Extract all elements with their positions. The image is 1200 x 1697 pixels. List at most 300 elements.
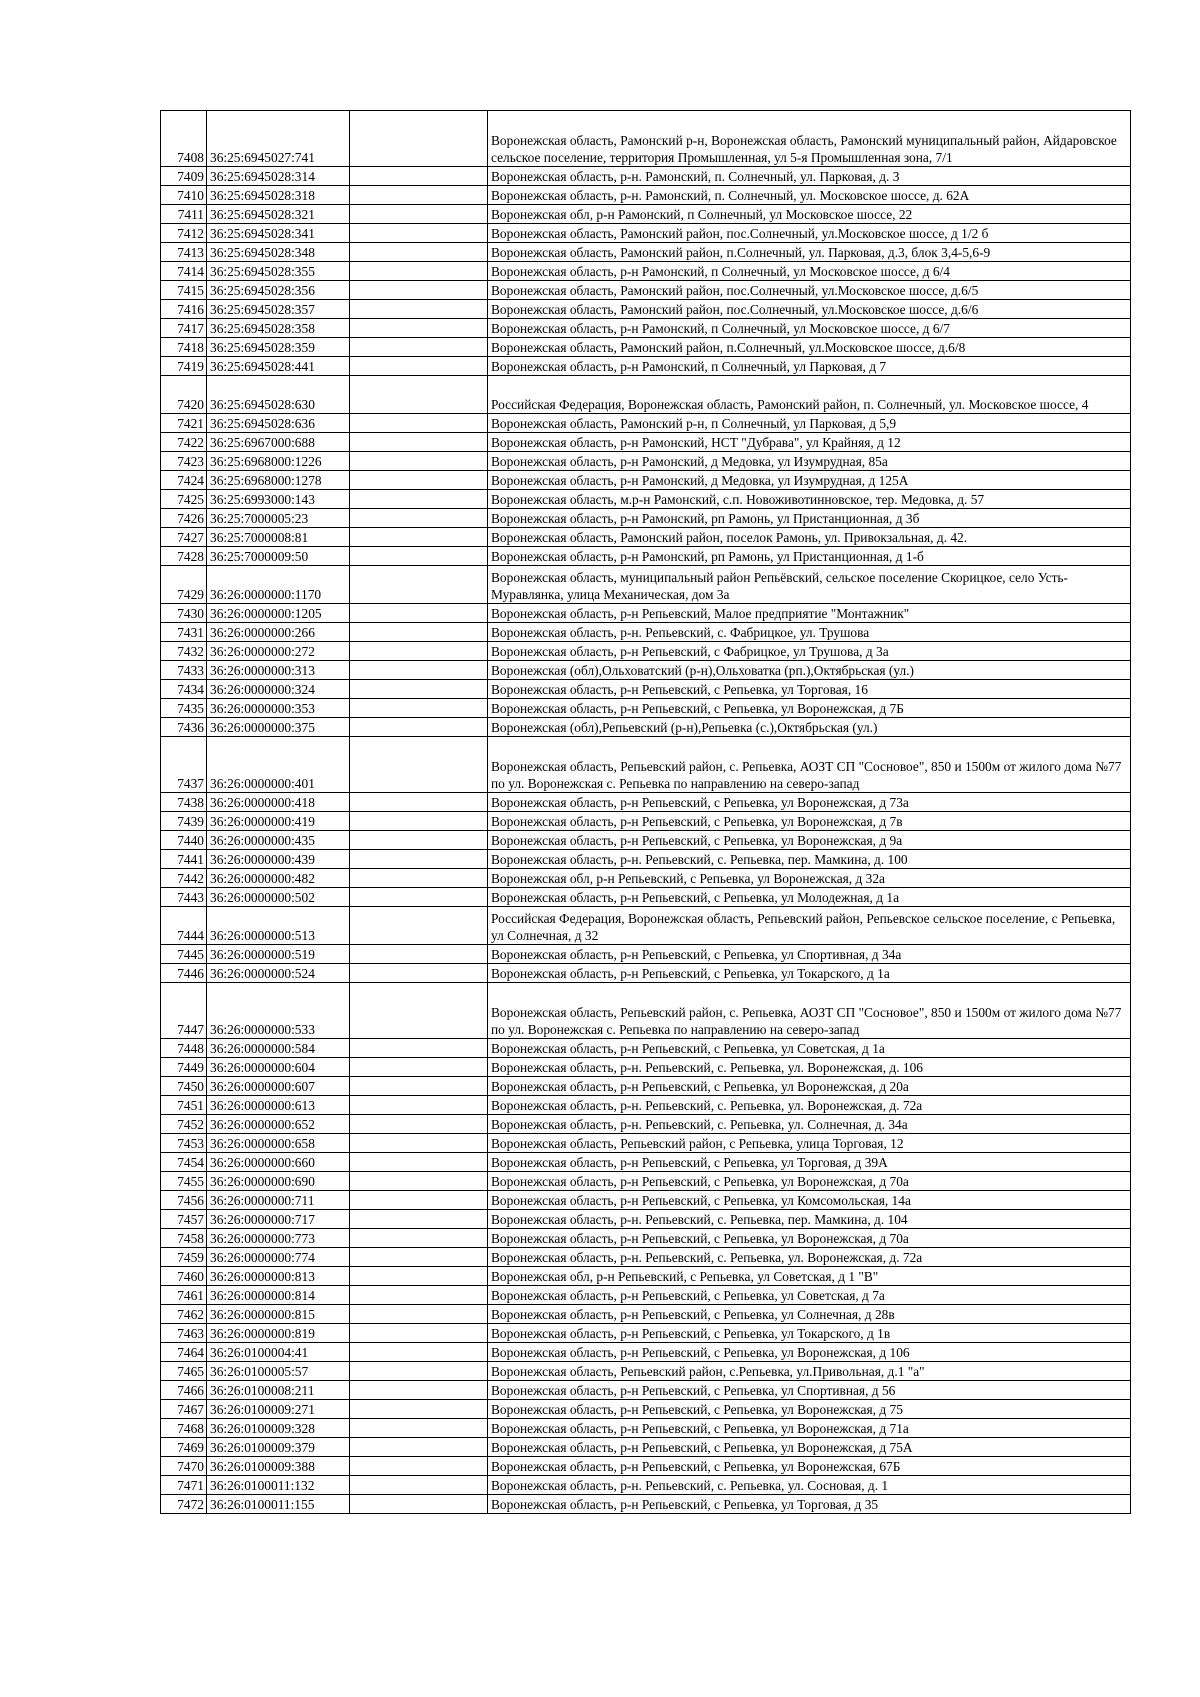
cadastral-number: 36:25:6968000:1226 bbox=[207, 452, 350, 471]
cadastral-number: 36:26:0000000:519 bbox=[207, 945, 350, 964]
empty-cell bbox=[350, 452, 488, 471]
empty-cell bbox=[350, 1476, 488, 1495]
empty-cell bbox=[350, 1438, 488, 1457]
cadastral-number: 36:26:0000000:482 bbox=[207, 869, 350, 888]
cadastral-number: 36:26:0100004:41 bbox=[207, 1343, 350, 1362]
cadastral-number: 36:25:6945028:359 bbox=[207, 338, 350, 357]
empty-cell bbox=[350, 1286, 488, 1305]
address: Воронежская область, р-н. Репьевский, с. Репьевка, пер. Мамкина, д. 100 bbox=[488, 850, 1131, 869]
empty-cell bbox=[350, 262, 488, 281]
address: Воронежская область, Репьевский район, с. Репьевка, АОЗТ СП "Сосновое", 850 и 1500м от жилого дома №77 по ул. Воронежская с. Репьевка по направлению на северо-запад bbox=[488, 983, 1131, 1039]
row-number: 7434 bbox=[161, 680, 207, 699]
table-row bbox=[161, 433, 1131, 452]
table-row bbox=[161, 1058, 1131, 1077]
row-number: 7426 bbox=[161, 509, 207, 528]
table-row bbox=[161, 111, 1131, 167]
empty-cell bbox=[350, 869, 488, 888]
row-number: 7425 bbox=[161, 490, 207, 509]
table-row bbox=[161, 1115, 1131, 1134]
address: Воронежская область, Репьевский район, с. Репьевка, АОЗТ СП "Сосновое", 850 и 1500м от жилого дома №77 по ул. Воронежская с. Репьевка по направлению на северо-запад bbox=[488, 737, 1131, 793]
row-number: 7470 bbox=[161, 1457, 207, 1476]
cadastral-number: 36:26:0000000:502 bbox=[207, 888, 350, 907]
empty-cell bbox=[350, 243, 488, 262]
row-number: 7464 bbox=[161, 1343, 207, 1362]
row-number: 7460 bbox=[161, 1267, 207, 1286]
cadastral-number: 36:26:0100009:379 bbox=[207, 1438, 350, 1457]
empty-cell bbox=[350, 224, 488, 243]
table-row bbox=[161, 1419, 1131, 1438]
table-row bbox=[161, 1438, 1131, 1457]
table-row bbox=[161, 983, 1131, 1039]
row-number: 7462 bbox=[161, 1305, 207, 1324]
address: Воронежская (обл),Ольховатский (р-н),Ольховатка (рп.),Октябрьская (ул.) bbox=[488, 661, 1131, 680]
cadastral-number: 36:26:0000000:533 bbox=[207, 983, 350, 1039]
cadastral-number: 36:26:0000000:711 bbox=[207, 1191, 350, 1210]
table-row bbox=[161, 793, 1131, 812]
table-row bbox=[161, 1457, 1131, 1476]
table-row bbox=[161, 319, 1131, 338]
address: Воронежская область, р-н Репьевский, с Репьевка, ул Советская, д 7а bbox=[488, 1286, 1131, 1305]
address: Воронежская область, р-н Репьевский, с Репьевка, ул Воронежская, д 9а bbox=[488, 831, 1131, 850]
row-number: 7472 bbox=[161, 1495, 207, 1514]
row-number: 7433 bbox=[161, 661, 207, 680]
cadastral-number: 36:26:0000000:418 bbox=[207, 793, 350, 812]
cadastral-number: 36:26:0000000:819 bbox=[207, 1324, 350, 1343]
table-row bbox=[161, 699, 1131, 718]
address: Воронежская область, р-н Рамонский, рп Рамонь, ул Пристанционная, д 1-б bbox=[488, 547, 1131, 566]
row-number: 7438 bbox=[161, 793, 207, 812]
empty-cell bbox=[350, 376, 488, 414]
empty-cell bbox=[350, 528, 488, 547]
empty-cell bbox=[350, 945, 488, 964]
empty-cell bbox=[350, 547, 488, 566]
cadastral-number: 36:26:0000000:658 bbox=[207, 1134, 350, 1153]
cadastral-number: 36:26:0000000:613 bbox=[207, 1096, 350, 1115]
cadastral-number: 36:26:0100005:57 bbox=[207, 1362, 350, 1381]
table-row bbox=[161, 869, 1131, 888]
address: Воронежская область, Рамонский район, пос.Солнечный, ул.Московское шоссе, д.6/6 bbox=[488, 300, 1131, 319]
empty-cell bbox=[350, 1457, 488, 1476]
address: Воронежская область, р-н Репьевский, с Репьевка, ул Воронежская, д 7Б bbox=[488, 699, 1131, 718]
table-row bbox=[161, 224, 1131, 243]
cadastral-number: 36:26:0100011:155 bbox=[207, 1495, 350, 1514]
cadastral-number: 36:26:0000000:815 bbox=[207, 1305, 350, 1324]
empty-cell bbox=[350, 699, 488, 718]
cadastral-number: 36:26:0000000:524 bbox=[207, 964, 350, 983]
row-number: 7416 bbox=[161, 300, 207, 319]
row-number: 7431 bbox=[161, 623, 207, 642]
empty-cell bbox=[350, 509, 488, 528]
row-number: 7446 bbox=[161, 964, 207, 983]
cadastral-number: 36:25:6945028:314 bbox=[207, 167, 350, 186]
empty-cell bbox=[350, 604, 488, 623]
address: Воронежская область, р-н Репьевский, с Репьевка, ул Торговая, д 35 bbox=[488, 1495, 1131, 1514]
address: Воронежская область, Рамонский район, пос.Солнечный, ул.Московское шоссе, д 1/2 б bbox=[488, 224, 1131, 243]
table-row bbox=[161, 300, 1131, 319]
row-number: 7420 bbox=[161, 376, 207, 414]
empty-cell bbox=[350, 186, 488, 205]
table-row bbox=[161, 888, 1131, 907]
table-row bbox=[161, 243, 1131, 262]
table-row bbox=[161, 642, 1131, 661]
row-number: 7468 bbox=[161, 1419, 207, 1438]
cadastral-number: 36:26:0000000:313 bbox=[207, 661, 350, 680]
table-row bbox=[161, 357, 1131, 376]
row-number: 7471 bbox=[161, 1476, 207, 1495]
address: Воронежская область, р-н Рамонский, НСТ "Дубрава", ул Крайняя, д 12 bbox=[488, 433, 1131, 452]
address: Воронежская область, р-н Репьевский, с Фабрицкое, ул Трушова, д 3а bbox=[488, 642, 1131, 661]
row-number: 7421 bbox=[161, 414, 207, 433]
table-row bbox=[161, 680, 1131, 699]
empty-cell bbox=[350, 1381, 488, 1400]
cadastral-number: 36:25:6945028:630 bbox=[207, 376, 350, 414]
address: Воронежская область, р-н Репьевский, с Репьевка, ул Воронежская, д 70а bbox=[488, 1172, 1131, 1191]
address: Воронежская обл, р-н Рамонский, п Солнечный, ул Московское шоссе, 22 bbox=[488, 205, 1131, 224]
table-row bbox=[161, 262, 1131, 281]
empty-cell bbox=[350, 1305, 488, 1324]
address: Воронежская область, р-н Рамонский, рп Рамонь, ул Пристанционная, д 3б bbox=[488, 509, 1131, 528]
cadastral-number: 36:25:7000008:81 bbox=[207, 528, 350, 547]
address: Воронежская область, р-н. Репьевский, с. Репьевка, ул. Сосновая, д. 1 bbox=[488, 1476, 1131, 1495]
empty-cell bbox=[350, 1096, 488, 1115]
cadastral-number: 36:25:6945028:355 bbox=[207, 262, 350, 281]
cadastral-number: 36:25:6968000:1278 bbox=[207, 471, 350, 490]
cadastral-number: 36:26:0100009:271 bbox=[207, 1400, 350, 1419]
address: Воронежская область, р-н Репьевский, с Репьевка, ул Воронежская, д 73а bbox=[488, 793, 1131, 812]
address: Воронежская область, р-н. Репьевский, с. Фабрицкое, ул. Трушова bbox=[488, 623, 1131, 642]
address: Воронежская область, р-н Рамонский, д Медовка, ул Изумрудная, 85а bbox=[488, 452, 1131, 471]
empty-cell bbox=[350, 680, 488, 699]
cadastral-number: 36:25:6945027:741 bbox=[207, 111, 350, 167]
cadastral-number: 36:25:6945028:636 bbox=[207, 414, 350, 433]
empty-cell bbox=[350, 1191, 488, 1210]
table-row bbox=[161, 1134, 1131, 1153]
address: Воронежская область, р-н Репьевский, с Репьевка, ул Комсомольская, 14а bbox=[488, 1191, 1131, 1210]
row-number: 7427 bbox=[161, 528, 207, 547]
address: Воронежская область, р-н Репьевский, с Репьевка, ул Воронежская, д 7в bbox=[488, 812, 1131, 831]
address: Воронежская (обл),Репьевский (р-н),Репьевка (с.),Октябрьская (ул.) bbox=[488, 718, 1131, 737]
empty-cell bbox=[350, 1419, 488, 1438]
table-row bbox=[161, 1039, 1131, 1058]
table-row bbox=[161, 1400, 1131, 1419]
cadastral-number: 36:26:0000000:584 bbox=[207, 1039, 350, 1058]
empty-cell bbox=[350, 1324, 488, 1343]
cadastral-number: 36:26:0100009:388 bbox=[207, 1457, 350, 1476]
address: Воронежская область, р-н Репьевский, с Репьевка, ул Воронежская, 67Б bbox=[488, 1457, 1131, 1476]
empty-cell bbox=[350, 623, 488, 642]
table-row bbox=[161, 1476, 1131, 1495]
row-number: 7442 bbox=[161, 869, 207, 888]
cadastral-number: 36:26:0000000:1205 bbox=[207, 604, 350, 623]
address: Воронежская область, р-н Рамонский, д Медовка, ул Изумрудная, д 125А bbox=[488, 471, 1131, 490]
empty-cell bbox=[350, 471, 488, 490]
row-number: 7423 bbox=[161, 452, 207, 471]
row-number: 7452 bbox=[161, 1115, 207, 1134]
row-number: 7469 bbox=[161, 1438, 207, 1457]
empty-cell bbox=[350, 812, 488, 831]
empty-cell bbox=[350, 831, 488, 850]
address: Воронежская область, р-н Репьевский, с Репьевка, ул Воронежская, д 70а bbox=[488, 1229, 1131, 1248]
row-number: 7465 bbox=[161, 1362, 207, 1381]
row-number: 7415 bbox=[161, 281, 207, 300]
table-row bbox=[161, 1229, 1131, 1248]
row-number: 7424 bbox=[161, 471, 207, 490]
address: Воронежская обл, р-н Репьевский, с Репьевка, ул Советская, д 1 "В" bbox=[488, 1267, 1131, 1286]
row-number: 7411 bbox=[161, 205, 207, 224]
cadastral-number: 36:25:6945028:357 bbox=[207, 300, 350, 319]
cadastral-number: 36:26:0100008:211 bbox=[207, 1381, 350, 1400]
table-row bbox=[161, 1172, 1131, 1191]
table-row bbox=[161, 414, 1131, 433]
table-body bbox=[161, 111, 1131, 1514]
table-row bbox=[161, 452, 1131, 471]
row-number: 7410 bbox=[161, 186, 207, 205]
row-number: 7448 bbox=[161, 1039, 207, 1058]
row-number: 7441 bbox=[161, 850, 207, 869]
cadastral-number: 36:25:6993000:143 bbox=[207, 490, 350, 509]
empty-cell bbox=[350, 964, 488, 983]
empty-cell bbox=[350, 1343, 488, 1362]
row-number: 7437 bbox=[161, 737, 207, 793]
address: Воронежская область, Репьевский район, с.Репьевка, ул.Привольная, д.1 "а" bbox=[488, 1362, 1131, 1381]
cadastral-number: 36:26:0000000:813 bbox=[207, 1267, 350, 1286]
empty-cell bbox=[350, 1172, 488, 1191]
table-row bbox=[161, 566, 1131, 604]
table-row bbox=[161, 1324, 1131, 1343]
table-row bbox=[161, 737, 1131, 793]
row-number: 7459 bbox=[161, 1248, 207, 1267]
empty-cell bbox=[350, 718, 488, 737]
empty-cell bbox=[350, 1058, 488, 1077]
empty-cell bbox=[350, 1495, 488, 1514]
cadastral-number: 36:26:0000000:401 bbox=[207, 737, 350, 793]
address: Воронежская область, р-н Репьевский, с Репьевка, ул Торговая, 16 bbox=[488, 680, 1131, 699]
address: Воронежская область, р-н Рамонский, п Солнечный, ул Московское шоссе, д 6/7 bbox=[488, 319, 1131, 338]
table-row bbox=[161, 945, 1131, 964]
row-number: 7455 bbox=[161, 1172, 207, 1191]
address: Воронежская область, р-н. Рамонский, п. Солнечный, ул. Парковая, д. 3 bbox=[488, 167, 1131, 186]
table-row bbox=[161, 964, 1131, 983]
cadastral-number: 36:25:6945028:348 bbox=[207, 243, 350, 262]
empty-cell bbox=[350, 566, 488, 604]
address: Воронежская область, р-н Репьевский, с Репьевка, ул Токарского, д 1в bbox=[488, 1324, 1131, 1343]
row-number: 7409 bbox=[161, 167, 207, 186]
cadastral-number: 36:25:7000009:50 bbox=[207, 547, 350, 566]
table-row bbox=[161, 718, 1131, 737]
cadastral-number: 36:26:0100011:132 bbox=[207, 1476, 350, 1495]
empty-cell bbox=[350, 1210, 488, 1229]
address: Воронежская область, Рамонский р-н, п Солнечный, ул Парковая, д 5,9 bbox=[488, 414, 1131, 433]
cadastral-number: 36:25:6945028:358 bbox=[207, 319, 350, 338]
table-row bbox=[161, 1248, 1131, 1267]
address: Воронежская область, р-н Рамонский, п Солнечный, ул Парковая, д 7 bbox=[488, 357, 1131, 376]
cadastral-number: 36:26:0000000:353 bbox=[207, 699, 350, 718]
empty-cell bbox=[350, 414, 488, 433]
address: Воронежская область, р-н Репьевский, с Репьевка, ул Воронежская, д 71а bbox=[488, 1419, 1131, 1438]
row-number: 7408 bbox=[161, 111, 207, 167]
row-number: 7445 bbox=[161, 945, 207, 964]
table-row bbox=[161, 1305, 1131, 1324]
row-number: 7432 bbox=[161, 642, 207, 661]
cadastral-number: 36:26:0000000:435 bbox=[207, 831, 350, 850]
row-number: 7436 bbox=[161, 718, 207, 737]
row-number: 7413 bbox=[161, 243, 207, 262]
empty-cell bbox=[350, 205, 488, 224]
table-row bbox=[161, 1077, 1131, 1096]
table-row bbox=[161, 528, 1131, 547]
empty-cell bbox=[350, 850, 488, 869]
address: Воронежская область, р-н Репьевский, с Репьевка, ул Воронежская, д 20а bbox=[488, 1077, 1131, 1096]
table-row bbox=[161, 281, 1131, 300]
row-number: 7457 bbox=[161, 1210, 207, 1229]
row-number: 7412 bbox=[161, 224, 207, 243]
cadastral-number: 36:25:6945028:356 bbox=[207, 281, 350, 300]
empty-cell bbox=[350, 1153, 488, 1172]
table-row bbox=[161, 623, 1131, 642]
cadastral-number: 36:25:6945028:321 bbox=[207, 205, 350, 224]
table-row bbox=[161, 205, 1131, 224]
cadastral-number: 36:26:0000000:419 bbox=[207, 812, 350, 831]
table-row bbox=[161, 1267, 1131, 1286]
empty-cell bbox=[350, 983, 488, 1039]
row-number: 7430 bbox=[161, 604, 207, 623]
empty-cell bbox=[350, 338, 488, 357]
empty-cell bbox=[350, 1077, 488, 1096]
empty-cell bbox=[350, 1134, 488, 1153]
address: Воронежская область, р-н Репьевский, с Репьевка, ул Спортивная, д 34а bbox=[488, 945, 1131, 964]
address: Воронежская область, м.р-н Рамонский, с.п. Новоживотинновское, тер. Медовка, д. 57 bbox=[488, 490, 1131, 509]
empty-cell bbox=[350, 357, 488, 376]
cadastral-table bbox=[160, 110, 1131, 1514]
table-row bbox=[161, 1362, 1131, 1381]
address: Воронежская область, муниципальный район Репьёвский, сельское поселение Скорицкое, село Усть-Муравлянка, улица Механическая, дом 3а bbox=[488, 566, 1131, 604]
address: Воронежская область, р-н. Рамонский, п. Солнечный, ул. Московское шоссе, д. 62А bbox=[488, 186, 1131, 205]
table-row bbox=[161, 831, 1131, 850]
address: Воронежская область, р-н Репьевский, Малое предприятие "Монтажник" bbox=[488, 604, 1131, 623]
cadastral-number: 36:26:0000000:272 bbox=[207, 642, 350, 661]
address: Воронежская область, р-н Репьевский, с Репьевка, ул Токарского, д 1а bbox=[488, 964, 1131, 983]
empty-cell bbox=[350, 490, 488, 509]
cadastral-number: 36:26:0000000:604 bbox=[207, 1058, 350, 1077]
address: Российская Федерация, Воронежская область, Репьевский район, Репьевское сельское поселение, с Репьевка, ул Солнечная, д 32 bbox=[488, 907, 1131, 945]
address: Воронежская область, р-н Репьевский, с Репьевка, ул Воронежская, д 106 bbox=[488, 1343, 1131, 1362]
cadastral-number: 36:26:0000000:324 bbox=[207, 680, 350, 699]
cadastral-number: 36:25:6967000:688 bbox=[207, 433, 350, 452]
row-number: 7466 bbox=[161, 1381, 207, 1400]
cadastral-number: 36:25:6945028:341 bbox=[207, 224, 350, 243]
address: Воронежская область, р-н Рамонский, п Солнечный, ул Московское шоссе, д 6/4 bbox=[488, 262, 1131, 281]
table-row bbox=[161, 604, 1131, 623]
empty-cell bbox=[350, 888, 488, 907]
address: Воронежская область, Рамонский район, поселок Рамонь, ул. Привокзальная, д. 42. bbox=[488, 528, 1131, 547]
address: Воронежская область, р-н Репьевский, с Репьевка, ул Молодежная, д 1а bbox=[488, 888, 1131, 907]
table-row bbox=[161, 1191, 1131, 1210]
address: Воронежская область, р-н Репьевский, с Репьевка, ул Спортивная, д 56 bbox=[488, 1381, 1131, 1400]
empty-cell bbox=[350, 1229, 488, 1248]
cadastral-number: 36:26:0000000:690 bbox=[207, 1172, 350, 1191]
empty-cell bbox=[350, 1267, 488, 1286]
address: Воронежская область, р-н. Репьевский, с. Репьевка, пер. Мамкина, д. 104 bbox=[488, 1210, 1131, 1229]
cadastral-number: 36:26:0000000:717 bbox=[207, 1210, 350, 1229]
table-row bbox=[161, 1381, 1131, 1400]
cadastral-number: 36:26:0000000:660 bbox=[207, 1153, 350, 1172]
address: Воронежская область, р-н Репьевский, с Репьевка, ул Солнечная, д 28в bbox=[488, 1305, 1131, 1324]
empty-cell bbox=[350, 300, 488, 319]
empty-cell bbox=[350, 281, 488, 300]
row-number: 7456 bbox=[161, 1191, 207, 1210]
address: Воронежская область, р-н Репьевский, с Репьевка, ул Советская, д 1а bbox=[488, 1039, 1131, 1058]
row-number: 7422 bbox=[161, 433, 207, 452]
cadastral-number: 36:26:0000000:375 bbox=[207, 718, 350, 737]
cadastral-number: 36:25:6945028:441 bbox=[207, 357, 350, 376]
empty-cell bbox=[350, 1248, 488, 1267]
table-row bbox=[161, 661, 1131, 680]
address: Российская Федерация, Воронежская область, Рамонский район, п. Солнечный, ул. Московское шоссе, 4 bbox=[488, 376, 1131, 414]
address: Воронежская область, Рамонский район, п.Солнечный, ул. Парковая, д.3, блок 3,4-5,6-9 bbox=[488, 243, 1131, 262]
row-number: 7450 bbox=[161, 1077, 207, 1096]
empty-cell bbox=[350, 793, 488, 812]
row-number: 7467 bbox=[161, 1400, 207, 1419]
cadastral-number: 36:26:0000000:774 bbox=[207, 1248, 350, 1267]
table-row bbox=[161, 186, 1131, 205]
row-number: 7417 bbox=[161, 319, 207, 338]
cadastral-number: 36:26:0000000:814 bbox=[207, 1286, 350, 1305]
table-row bbox=[161, 1286, 1131, 1305]
table-row bbox=[161, 338, 1131, 357]
cadastral-number: 36:26:0000000:773 bbox=[207, 1229, 350, 1248]
empty-cell bbox=[350, 737, 488, 793]
table-row bbox=[161, 1343, 1131, 1362]
empty-cell bbox=[350, 1400, 488, 1419]
address: Воронежская область, Репьевский район, с Репьевка, улица Торговая, 12 bbox=[488, 1134, 1131, 1153]
table-row bbox=[161, 1495, 1131, 1514]
empty-cell bbox=[350, 433, 488, 452]
address: Воронежская область, р-н. Репьевский, с. Репьевка, ул. Воронежская, д. 106 bbox=[488, 1058, 1131, 1077]
row-number: 7439 bbox=[161, 812, 207, 831]
table-row bbox=[161, 850, 1131, 869]
row-number: 7428 bbox=[161, 547, 207, 566]
empty-cell bbox=[350, 111, 488, 167]
row-number: 7463 bbox=[161, 1324, 207, 1343]
empty-cell bbox=[350, 907, 488, 945]
address: Воронежская область, р-н. Репьевский, с. Репьевка, ул. Воронежская, д. 72а bbox=[488, 1096, 1131, 1115]
table-row bbox=[161, 1153, 1131, 1172]
row-number: 7435 bbox=[161, 699, 207, 718]
address: Воронежская область, р-н Репьевский, с Репьевка, ул Воронежская, д 75 bbox=[488, 1400, 1131, 1419]
address: Воронежская область, р-н. Репьевский, с. Репьевка, ул. Солнечная, д. 34а bbox=[488, 1115, 1131, 1134]
cadastral-number: 36:25:6945028:318 bbox=[207, 186, 350, 205]
empty-cell bbox=[350, 1039, 488, 1058]
cadastral-number: 36:26:0000000:652 bbox=[207, 1115, 350, 1134]
table-row bbox=[161, 547, 1131, 566]
row-number: 7443 bbox=[161, 888, 207, 907]
table-row bbox=[161, 1096, 1131, 1115]
address: Воронежская область, Рамонский район, п.Солнечный, ул.Московское шоссе, д.6/8 bbox=[488, 338, 1131, 357]
table-row bbox=[161, 812, 1131, 831]
row-number: 7449 bbox=[161, 1058, 207, 1077]
row-number: 7461 bbox=[161, 1286, 207, 1305]
row-number: 7451 bbox=[161, 1096, 207, 1115]
empty-cell bbox=[350, 1115, 488, 1134]
cadastral-number: 36:26:0000000:513 bbox=[207, 907, 350, 945]
table-row bbox=[161, 509, 1131, 528]
empty-cell bbox=[350, 319, 488, 338]
row-number: 7458 bbox=[161, 1229, 207, 1248]
row-number: 7429 bbox=[161, 566, 207, 604]
cadastral-number: 36:26:0000000:1170 bbox=[207, 566, 350, 604]
cadastral-number: 36:26:0000000:607 bbox=[207, 1077, 350, 1096]
address: Воронежская область, Рамонский район, пос.Солнечный, ул.Московское шоссе, д.6/5 bbox=[488, 281, 1131, 300]
